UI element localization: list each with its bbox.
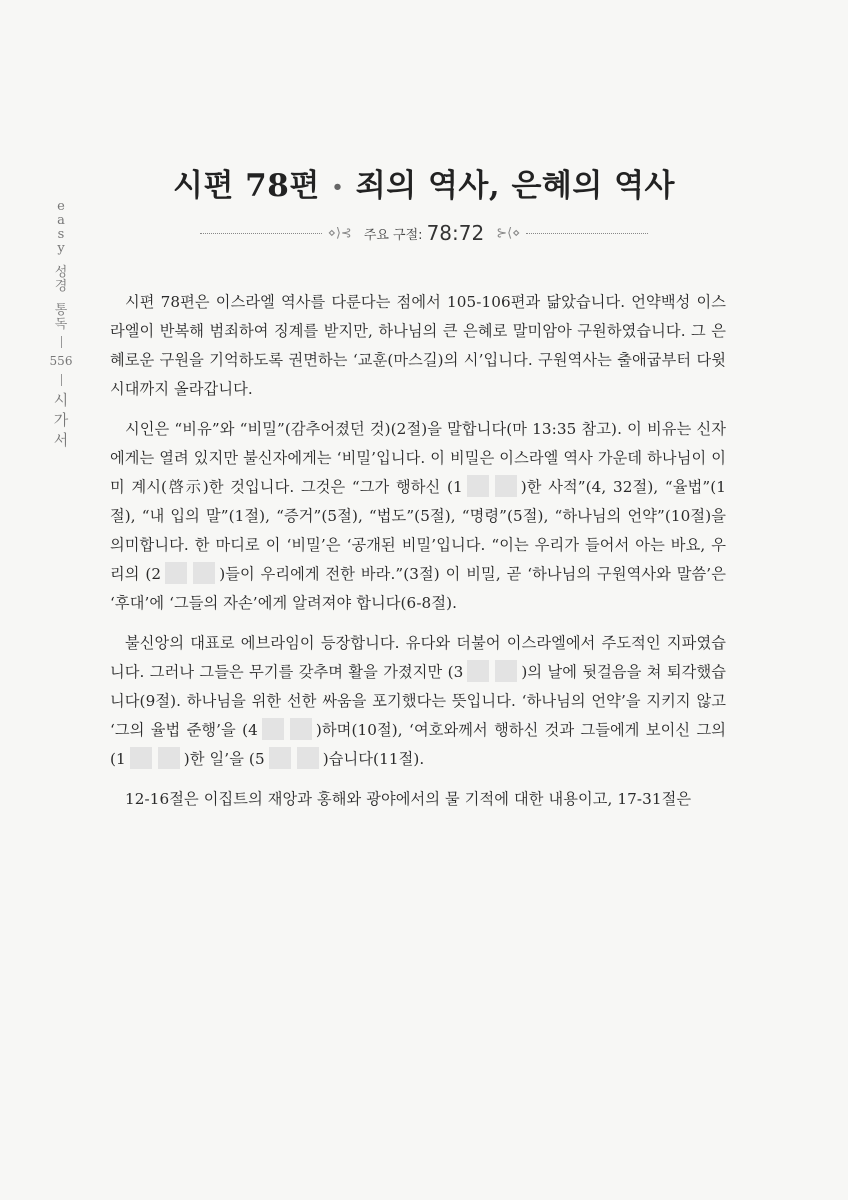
key-verse-banner [200, 218, 648, 248]
ornament-line-right [526, 233, 648, 234]
side-arrow-down-icon [61, 374, 62, 386]
key-verse-ref: 78:72 [426, 221, 485, 245]
fill-in-blank[interactable] [260, 718, 314, 740]
side-book-latin-e: e [57, 199, 65, 214]
body-text [110, 288, 726, 825]
fill-in-blank[interactable] [465, 475, 519, 497]
fill-in-blank[interactable] [267, 747, 321, 769]
paragraph-2-part-b: )한 사적”(4, 32절), “율법”(1절), “내 입의 말”(1절), “증거”(5절), “법도”(5절), “명령”(5절), “하나님의 언약”(10절)을 의미합니다. 한 마디로 이 ‘비밀’은 ‘공개된 비밀’입니다. “이는 우리가 들어서 아는 바요, 우리의 (2 [110, 478, 726, 583]
side-section-2: 가 [53, 411, 69, 429]
ornament-right-icon: ⊱⟨⋄ [496, 225, 521, 241]
side-book-latin-a: a [57, 213, 65, 228]
title-main: 시편 78편 [173, 168, 320, 204]
paragraph-3-part-a: 불신앙의 대표로 에브라임이 등장합니다. 유다와 더불어 이스라엘에서 주도적인 지파였습니다. 그러나 그들은 무기를 갖추며 활을 가졌지만 (3 [110, 634, 726, 681]
paragraph-3 [110, 629, 726, 774]
paragraph-4: 12-16절은 이집트의 재앙과 홍해와 광야에서의 물 기적에 대한 내용이고, 17-31절은 [125, 790, 692, 808]
side-section-3: 서 [53, 431, 69, 449]
side-book-korean-2: 경 [54, 279, 68, 294]
paragraph-2-part-a: 시인은 “비유”와 “비밀”(감추어졌던 것)(2절)을 말합니다(마 13:35 참고). 이 비유는 신자에게는 열려 있지만 불신자에게는 ‘비밀’입니다. 이 비밀은 이스라엘 역사 가운데 하나님이 이미 계시(啓示)한 것입니다. 그것은 “그가 행하신 (1 [110, 420, 726, 496]
side-book-latin-y: y [57, 241, 65, 256]
paragraph-3-part-e: )습니다(11절). [322, 750, 425, 768]
fill-in-blank[interactable] [128, 747, 182, 769]
title-separator-dot-icon: • [331, 177, 344, 198]
ornament-left-icon: ⋄⟩⊰ [327, 225, 352, 241]
paragraph-3-part-d: )한 일’을 (5 [183, 750, 265, 768]
side-book-latin-s: s [57, 227, 65, 242]
paragraph-3-part-b: )의 날에 뒷걸음을 쳐 퇴각했습니다(9절). 하나님을 위한 선한 싸움을 포기했다는 뜻입니다. ‘하나님의 언약’을 지키지 않고 ‘그의 율법 준행’을 (4 [110, 663, 726, 739]
ornament-line-left [200, 233, 322, 234]
title-sub: 죄의 역사, 은혜의 역사 [355, 168, 675, 204]
side-book-korean-3: 통 [54, 303, 68, 318]
page-number: 556 [49, 354, 73, 368]
page-title [0, 160, 848, 205]
key-verse-label: 주요 구절: [363, 227, 423, 243]
paragraph-2-part-c: )들이 우리에게 전한 바라.”(3절) 이 비밀, 곧 ‘하나님의 구원역사와 말씀’은 ‘후대’에 ‘그들의 자손’에게 알려져야 합니다(6-8절). [110, 565, 726, 612]
side-book-korean-4: 독 [54, 317, 68, 332]
paragraph-2 [110, 415, 726, 618]
side-arrow-up-icon [61, 336, 62, 348]
paragraph-3-part-c: )하며(10절), ‘여호와께서 행하신 것과 그들에게 보이신 그의 (1 [110, 721, 726, 768]
fill-in-blank[interactable] [465, 660, 519, 682]
side-section-1: 시 [53, 391, 69, 409]
paragraph-1: 시편 78편은 이스라엘 역사를 다룬다는 점에서 105-106편과 닮았습니다. 언약백성 이스라엘이 반복해 범죄하여 징계를 받지만, 하나님의 큰 은혜로 말미암아 구원하였습니다. 그 은혜로운 구원을 기억하도록 권면하는 ‘교훈(마스길)의 시’입니다. 구원역사는 출애굽부터 다윗 시대까지 올라갑니다. [110, 293, 726, 398]
fill-in-blank[interactable] [163, 562, 217, 584]
side-running-header [48, 200, 74, 450]
side-book-korean-1: 성 [54, 265, 68, 280]
